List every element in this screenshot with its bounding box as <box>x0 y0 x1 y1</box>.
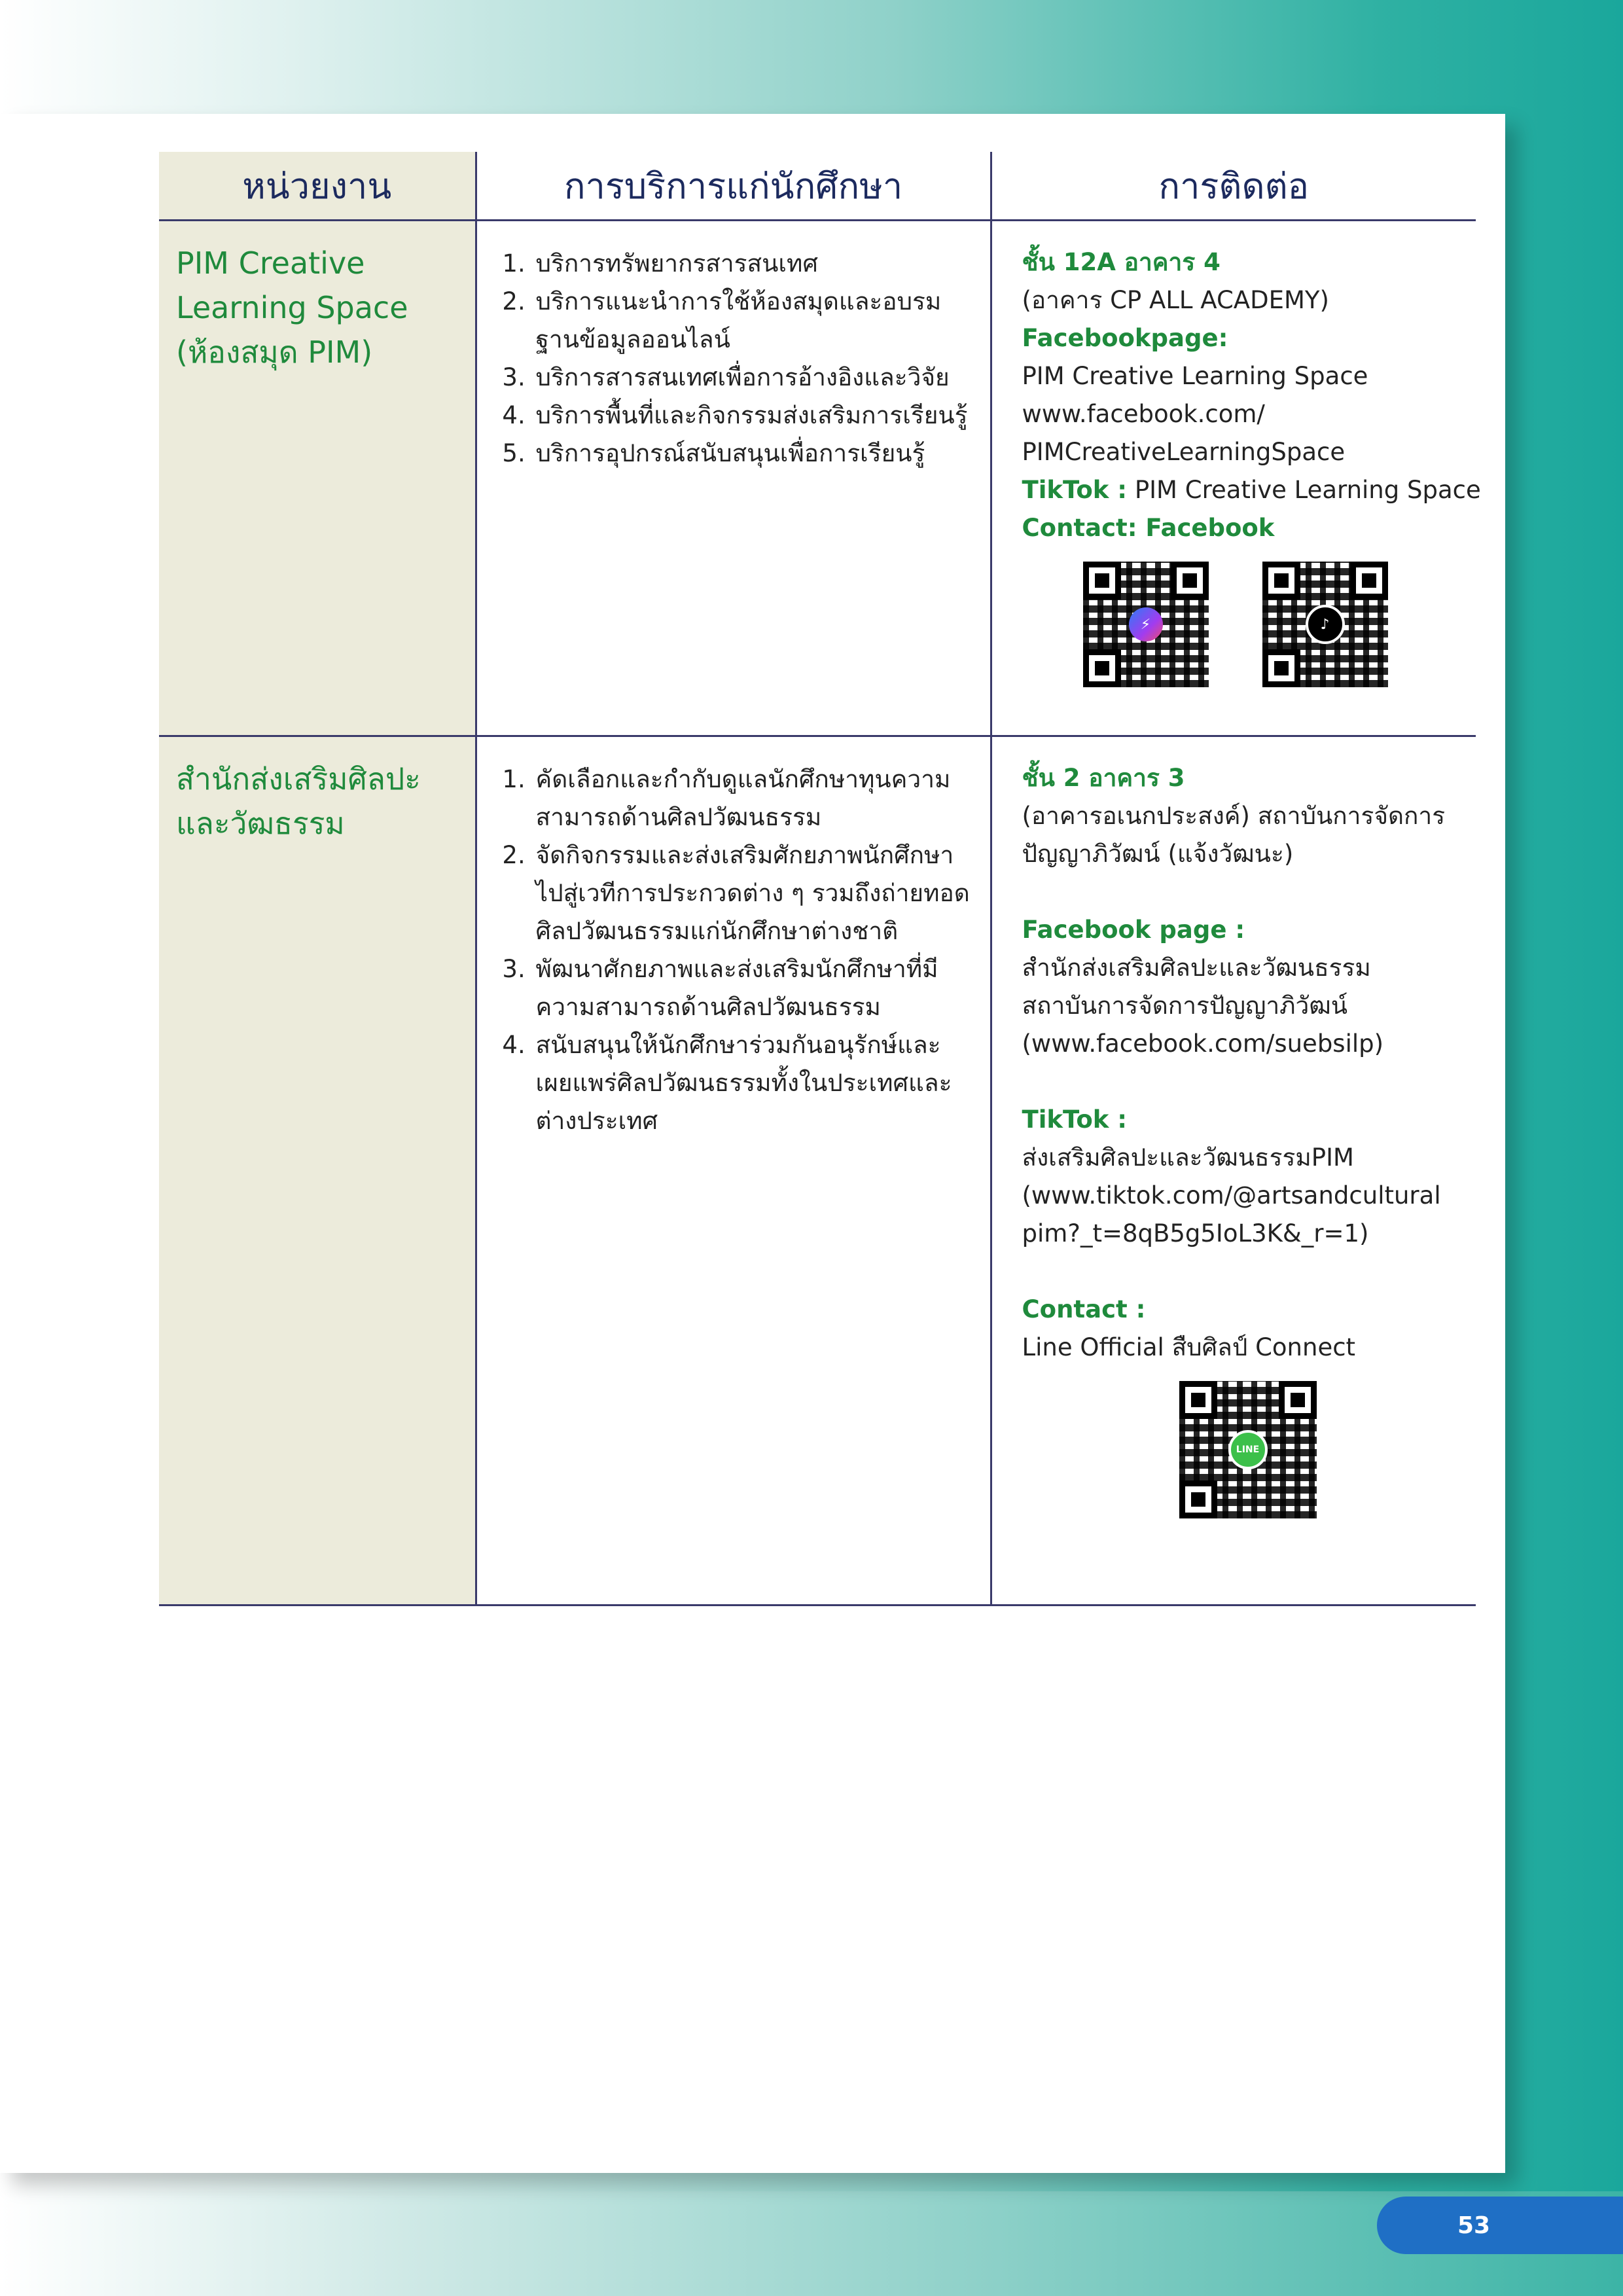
header-unit: หน่วยงาน <box>159 152 476 221</box>
line-icon: LINE <box>1228 1430 1268 1469</box>
contact-building: (อาคาร CP ALL ACADEMY) <box>1022 286 1329 314</box>
line-qr-code <box>1179 1381 1317 1518</box>
unit-cell <box>159 736 476 1605</box>
contact-location: ชั้น 12A อาคาร 4 <box>1022 248 1221 276</box>
page-number-badge <box>1377 2197 1623 2254</box>
services-table <box>159 152 1481 1606</box>
header-contact: การติดต่อ <box>991 152 1476 221</box>
contact-cell <box>991 221 1481 736</box>
contact-value: Line Official สืบศิลป์ Connect <box>1022 1333 1356 1361</box>
services-list <box>497 245 971 473</box>
header-services: การบริการแก่นักศึกษา <box>476 152 991 221</box>
table-row <box>159 221 1476 736</box>
messenger-qr-code <box>1083 562 1209 687</box>
contact-building: (อาคารอเนกประสงค์) สถาบันการจัดการ <box>1022 802 1446 830</box>
service-item: 2. จัดกิจกรรมและส่งเสริมศักยภาพนักศึกษาไปสู่เวทีการประกวดต่าง ๆ รวมถึงถ่ายทอดศิลปวัฒนธรรมแก่นักศึกษาต่างชาติ <box>533 836 971 950</box>
facebook-url[interactable]: www.facebook.com/ <box>1022 400 1265 428</box>
service-item: 5. บริการอุปกรณ์สนับสนุนเพื่อการเรียนรู้ <box>533 435 971 473</box>
contact-cell <box>991 736 1476 1605</box>
services-list <box>497 761 971 1140</box>
messenger-icon: ⚡ <box>1129 607 1163 641</box>
service-item: 1. บริการทรัพยากรสารสนเทศ <box>533 245 971 283</box>
unit-cell <box>159 221 476 736</box>
tiktok-label: TikTok : <box>1022 476 1128 504</box>
services-cell <box>476 736 991 1605</box>
facebook-name: PIM Creative Learning Space <box>1022 362 1368 390</box>
page-number: 53 <box>1457 2212 1491 2239</box>
tiktok-name: ส่งเสริมศิลปะและวัฒนธรรมPIM <box>1022 1143 1354 1172</box>
facebook-name: สำนักส่งเสริมศิลปะและวัฒนธรรม <box>1022 954 1371 982</box>
tiktok-icon: ♪ <box>1306 605 1345 644</box>
tiktok-url[interactable]: pim?_t=8qB5g5IoL3K&_r=1) <box>1022 1219 1369 1247</box>
tiktok-qr-code <box>1262 562 1388 687</box>
facebook-url[interactable]: (www.facebook.com/suebsilp) <box>1022 1030 1384 1058</box>
contact-building: ปัญญาภิวัฒน์ (แจ้งวัฒนะ) <box>1022 840 1294 868</box>
bottom-gradient-band <box>0 2191 1623 2296</box>
unit-name-line: และวัฒธรรม <box>176 806 345 841</box>
contact-label: Contact: Facebook <box>1022 514 1275 542</box>
service-item: 2. บริการแนะนำการใช้ห้องสมุดและอบรมฐานข้อมูลออนไลน์ <box>533 283 971 359</box>
tiktok-url[interactable]: (www.tiktok.com/@artsandcultural <box>1022 1181 1441 1210</box>
contact-location: ชั้น 2 อาคาร 3 <box>1022 764 1185 792</box>
qr-row <box>1022 562 1470 687</box>
service-item: 1. คัดเลือกและกำกับดูแลนักศึกษาทุนความสามารถด้านศิลปวัฒนธรรม <box>533 761 971 836</box>
facebook-label: Facebook page : <box>1022 916 1245 944</box>
unit-name-line: (ห้องสมุด PIM) <box>176 334 373 370</box>
facebook-label: Facebookpage: <box>1022 324 1228 352</box>
unit-name-line: Learning Space <box>176 290 408 325</box>
facebook-url[interactable]: PIMCreativeLearningSpace <box>1022 438 1346 466</box>
service-item: 3. พัฒนาศักยภาพและส่งเสริมนักศึกษาที่มีความสามารถด้านศิลปวัฒนธรรม <box>533 950 971 1026</box>
tiktok-line <box>1022 471 1481 509</box>
contact-label: Contact : <box>1022 1295 1146 1323</box>
table-row <box>159 736 1476 1605</box>
table-header-row <box>159 152 1476 221</box>
services-cell <box>476 221 991 736</box>
service-item: 3. บริการสารสนเทศเพื่อการอ้างอิงและวิจัย <box>533 359 971 397</box>
service-item: 4. สนับสนุนให้นักศึกษาร่วมกันอนุรักษ์และเผยแพร่ศิลปวัฒนธรรมทั้งในประเทศและต่างประเทศ <box>533 1026 971 1140</box>
unit-name-line: สำนักส่งเสริมศิลปะ <box>176 761 421 797</box>
service-item: 4. บริการพื้นที่และกิจกรรมส่งเสริมการเรียนรู้ <box>533 397 971 435</box>
facebook-name: สถาบันการจัดการปัญญาภิวัฒน์ <box>1022 992 1348 1020</box>
tiktok-label: TikTok : <box>1022 1105 1128 1134</box>
unit-name-line: PIM Creative <box>176 245 365 281</box>
tiktok-name: PIM Creative Learning Space <box>1127 476 1481 504</box>
qr-row <box>1022 1381 1470 1518</box>
